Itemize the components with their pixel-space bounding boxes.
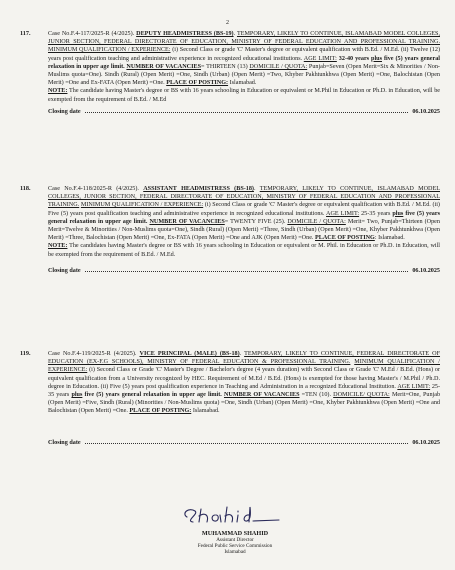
vacancies-label: NUMBER OF VACANCIES (126, 63, 202, 70)
qualification-label: MINIMUM QUALIFICATION / EXPERIENCE: (48, 47, 171, 54)
age-relaxation: five (5) years general relaxation in upper age limit. (48, 55, 440, 70)
vacancies-value: = TWENTY FIVE (25). (224, 218, 286, 225)
vacancy-item-118: 118. Case No.F.4-118/2025-R (4/2025). ASSISTANT HEADMISTRESS (BS-18). TEMPORARY, LIKELY TO CONTINUE, ISLAMABAD MODEL COLLEGES, JUNIOR SECTION, FEDERAL DIRECTORATE OF EDUCATION, MINISTRY OF FEDERAL EDUCATION AND PROFESSIONAL TRAINING. MINIMUM QUALIFICATION / EXPERIENCE: (i) Second Class or grade 'C' Master's degree or equivalent qualification with B.Ed. / M.Ed. (ii) Five (5) years post qualification teaching and administrative experience in recognized educational institutions. AGE LIMIT: 25-35 years plus five (5) years general relaxation in upper age limit. NUMBER OF VACANCIES= TWENTY FIVE (25). DOMICILE / QUOTA: Merit= Two, Punjab=Thirteen (Open Merit=Twelve & Minorities / Non-Muslims quota=One), Sindh (Rural) (Open Merit) =Three, Sindh (Urban) (Open Merit) =One, Khyber Pakhtunkhwa (Open Merit) =Three, Balochistan (Open Merit) =One, Ex-FATA (Open Merit) =One and AJK (Open Merit) =One. PLACE OF POSTING: Islamabad. NOTE: The candidates having Master's degree or BS with 16 years schooling in Education or equivalent or M. Phil. in Education or Ph.D. in Education, will be exempted from the requirement of B.Ed. / M.Ed. Closing date 06.10.2025 (20, 185, 440, 274)
post-details: TEMPORARY, LIKELY TO CONTINUE, ISLAMABAD MODEL COLLEGES, JUNIOR SECTION, FEDERAL DIRECTORATE OF EDUCATION, MINISTRY OF FEDERAL EDUCATION AND PROFESSIONAL TRAINING. (48, 31, 440, 46)
domicile-text-1: Merit=One, Punjab (Open Merit) =Five, Sindh (Rural) (Minorities / Non-Muslims quota) =One, (48, 392, 441, 407)
vacancies-value: =TEN (10). (301, 392, 331, 399)
age-plus: plus (71, 392, 83, 399)
age-plus: plus (392, 210, 404, 217)
posting-value: : Islamabad. (374, 235, 405, 242)
closing-label: Closing date (48, 267, 81, 274)
domicile-text-1: Merit= Two, Punjab=Thirteen (Open Merit=Twelve & Minorities / Non-Muslims quota=One), (48, 218, 440, 234)
vacancy-item-117: 117. Case No.F.4-117/2025-R (4/2025). DEPUTY HEADMISTRESS (BS-19). TEMPORARY, LIKELY TO CONTINUE, ISLAMABAD MODEL COLLEGES, JUNIOR SECTION, FEDERAL DIRECTORATE OF EDUCATION, MINISTRY OF FEDERAL EDUCATION AND PROFESSIONAL TRAINING. MINIMUM QUALIFICATION / EXPERIENCE: (i) Second Class or grade 'C' Master's degree or equivalent qualification with B.Ed. / M.Ed. (ii) Twelve (12) years post qualification teaching and administrative experience in recognized educational institutions. AGE LIMIT: 32-40 years plus five (5) years general relaxation in upper age limit. NUMBER OF VACANCIES= THIRTEEN (13) DOMICILE / QUOTA: Punjab=Seven (Open Merit=Six & Minorities / Non-Muslims quota=One). Sindh (Rural) (Open Merit) =One, Sindh (Urban) (Open Merit) =Two, Khyber Pakhtunkhwa (Open Merit) =One, Balochistan (Open Merit) =One and Ex-FATA (Open Merit) =One. PLACE OF POSTING: Islamabad. NOTE: The candidate having Master's degree or BS with 16 years schooling in Education or equivalent or M.Phil in Education or Ph.D. in Education, will be exempted from the requirement of B.Ed. / M.Ed Closing date 06.10.2025 (20, 30, 440, 115)
post-title: ASSISTANT HEADMISTRESS (BS-18) (143, 186, 254, 192)
qualification-text: (i) Second Class or grade 'C' Master's degree or equivalent qualification with B.Ed. / M.Ed. (ii) Five (5) years post qualification teaching and administrative experience in recognized educational institutions. (48, 202, 440, 217)
qualification-label: MINIMUM QUALIFICATION / EXPERIENCE: (48, 359, 440, 374)
note-text: The candidate having Master's degree or BS with 16 years schooling in Education or equivalent or M.Phil in Education or Ph.D. in Education, will be exempted from the requirement of B.Ed. / M.Ed (48, 88, 440, 103)
note-label: NOTE: (48, 243, 68, 250)
domicile-label: DOMICILE/ QUOTA: (333, 392, 390, 399)
age-relaxation: five (5) years general relaxation in upper age limit. (48, 210, 440, 225)
signatory-city: Islamabad (224, 549, 246, 555)
domicile-text-2: Sindh (Rural) (Open Merit) =Three, Sindh (Urban) (Open Merit) =One, Khyber Pakhtunkhwa (Open Merit) =Three, Balochistan (Open Merit) =One, Ex-FATA (Open Merit) =One and AJK (Open Merit) =One. (48, 227, 440, 242)
closing-row (48, 266, 440, 274)
age-limit-value: 25-35 years (361, 210, 391, 217)
signature-block (150, 503, 320, 555)
post-details: TEMPORARY, LIKELY TO CONTINUE, ISLAMABAD MODEL COLLEGES, JUNIOR SECTION, FEDERAL DIRECTORATE OF EDUCATION, MINISTRY OF FEDERAL EDUCATION AND PROFESSIONAL TRAINING. (48, 186, 440, 209)
age-limit-value: 32-40 years (338, 55, 370, 62)
qualification-label: MINIMUM QUALIFICATION / EXPERIENCE: (80, 202, 204, 209)
age-limit-label: AGE LIMIT: (303, 55, 337, 62)
posting-label: PLACE OF POSTING: (166, 80, 229, 87)
note-text: The candidates having Master's degree or BS with 16 years schooling in Education or equivalent or M. Phil. in Education or Ph.D. in Education, will be exempted from the requirement of B.Ed. / M.Ed. (48, 243, 440, 258)
dotted-leader (85, 438, 409, 444)
closing-row (48, 107, 440, 115)
age-limit-value: 25-35 years (48, 383, 440, 399)
closing-date: 06.10.2025 (412, 108, 440, 115)
posting-label: PLACE OF POSTING (315, 235, 375, 242)
dotted-leader (85, 266, 409, 272)
item-number: 119. (20, 350, 31, 357)
signatory-title: Assistant Director (216, 537, 254, 543)
qualification-text: (i) Second Class or grade 'C' Master's degree or equivalent qualification with B.Ed. / M.Ed. (ii) Twelve (12) years post qualification teaching and administrative experience in recognized educational institutions. (48, 47, 440, 62)
post-title: DEPUTY HEADMISTRESS (BS-19) (136, 31, 234, 37)
page-number: 2 (226, 20, 229, 26)
age-limit-label: AGE LIMIT: (326, 210, 360, 217)
signatory-organization: Federal Public Service Commission (197, 543, 273, 549)
case-number: Case No.F.4-117/2025-R (4/2025). (48, 31, 135, 37)
note-label: NOTE: (48, 88, 68, 95)
vacancies-label: NUMBER OF VACANCIES (223, 392, 300, 399)
post-details: TEMPORARY, LIKELY TO CONTINUE, FEDERAL DIRECTORATE OF EDUCATION (EX-F.G SCHOOLS), MINISTRY OF FEDERAL EDUCATION & PROFESSIONAL TRAINING. (48, 351, 441, 366)
closing-label: Closing date (48, 108, 81, 115)
domicile-text-1: Punjab=Seven (Open Merit=Six & Minorities / Non-Muslims quota=One). (48, 63, 440, 79)
posting-value: Islamabad. (229, 80, 257, 87)
item-number: 118. (20, 185, 31, 192)
domicile-label: DOMICILE / QUOTA: (249, 63, 308, 70)
case-number: Case No.F.4-118/2025-R (4/2025). (48, 186, 139, 192)
post-title: VICE PRINCIPAL (MALE) (BS-18) (139, 351, 240, 357)
item-number: 117. (20, 30, 31, 37)
signatory-name: MUHAMMAD SHAHID (201, 530, 269, 537)
vacancies-value: = THIRTEEN (13) (201, 63, 248, 70)
handwritten-signature (175, 503, 295, 525)
closing-label: Closing date (48, 439, 81, 446)
case-number: Case No.F.4-119/2025-R (4/2025). (48, 351, 137, 357)
posting-value: Islamabad. (192, 408, 220, 415)
domicile-label: DOMICILE / QUOTA: (287, 218, 346, 225)
age-relaxation: five (5) years general relaxation in upper age limit. (84, 392, 222, 399)
posting-label: PLACE OF POSTING: (129, 408, 192, 415)
closing-date: 06.10.2025 (412, 267, 440, 274)
domicile-text-2: Sindh (Rural) (Open Merit) =One, Sindh (Urban) (Open Merit) =Two, Khyber Pakhtunkhwa (Open Merit) =One, Balochistan (Open Merit) =One and Ex-FATA (Open Merit) =One. (48, 72, 440, 87)
closing-date: 06.10.2025 (412, 439, 440, 446)
qualification-text: (i) Second Class or Grade 'C' Master's Degree / Bachelor's degree (4 years duration) with Second Class or Grade 'C' M.Ed / B.Ed. (Hons) or equivalent qualification from a University recognized by HEC. Requirement of M.Ed / B.Ed. (Hons) is exempted for those having Master's / M.Phil / Ph.D. degree in Education. (ii) Five (5) years post qualification experience in Teaching and Administration in a recognized Educational Institution. (48, 367, 440, 390)
dotted-leader (85, 107, 409, 113)
closing-row (48, 438, 440, 446)
vacancies-label: NUMBER OF VACANCIES (149, 218, 225, 225)
age-limit-label: AGE LIMIT: (397, 383, 431, 390)
domicile-text-2: Sindh (Urban) (Open Merit) =One, Khyber Pakhtunkhwa (Open Merit) =One and Balochistan (Open Merit) =One. (48, 400, 440, 415)
vacancy-item-119: 119. Case No.F.4-119/2025-R (4/2025). VICE PRINCIPAL (MALE) (BS-18). TEMPORARY, LIKELY TO CONTINUE, FEDERAL DIRECTORATE OF EDUCATION (EX-F.G SCHOOLS), MINISTRY OF FEDERAL EDUCATION & PROFESSIONAL TRAINING. MINIMUM QUALIFICATION / EXPERIENCE: (i) Second Class or Grade 'C' Master's Degree / Bachelor's degree (4 years duration) with Second Class or Grade 'C' M.Ed / B.Ed. (Hons) or equivalent qualification from a University recognized by HEC. Requirement of M.Ed / B.Ed. (Hons) is exempted for those having Master's / M.Phil / Ph.D. degree in Education. (ii) Five (5) years post qualification experience in Teaching and Administration in a recognized Educational Institution. AGE LIMIT: 25-35 years plus five (5) years general relaxation in upper age limit. NUMBER OF VACANCIES =TEN (10). DOMICILE/ QUOTA: Merit=One, Punjab (Open Merit) =Five, Sindh (Rural) (Minorities / Non-Muslims quota) =One, Sindh (Urban) (Open Merit) =One, Khyber Pakhtunkhwa (Open Merit) =One and Balochistan (Open Merit) =One. PLACE OF POSTING: Islamabad. Closing date 06.10.2025 (20, 350, 441, 446)
age-plus: plus (371, 55, 382, 62)
